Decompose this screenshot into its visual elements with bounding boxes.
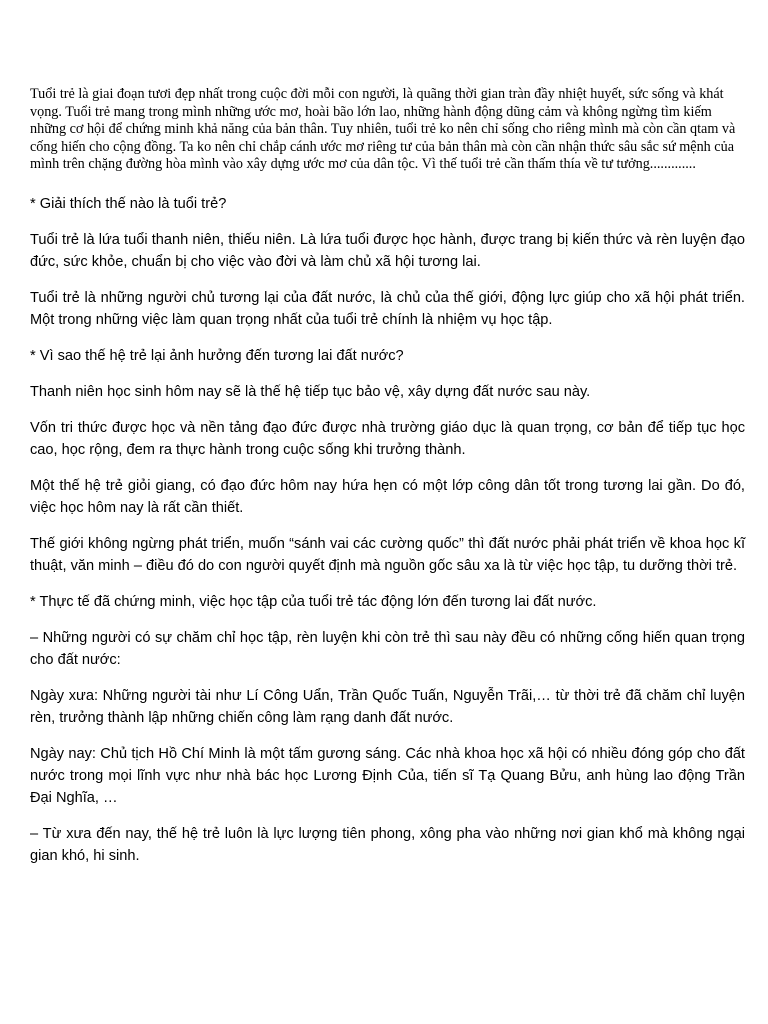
paragraph: Ngày nay: Chủ tịch Hồ Chí Minh là một tấm gương sáng. Các nhà khoa học xã hội có nhiều đóng góp cho đất nước trong mọi lĩnh vực như nhà bác học Lương Định Của, tiến sĩ Tạ Quang Bửu, anh hùng lao động Trần Đại Nghĩa, … <box>30 745 745 806</box>
question-what-is-youth: * Giải thích thế nào là tuổi trẻ? <box>30 195 227 212</box>
paragraph: Thế giới không ngừng phát triển, muốn “sánh vai các cường quốc” thì đất nước phải phát triển về khoa học kĩ thuật, văn minh – điều đó do con người quyết định mà nguồn gốc sâu xa là từ việc học tập, tu dưỡng thời trẻ. <box>30 535 745 574</box>
paragraph: Thanh niên học sinh hôm nay sẽ là thế hệ tiếp tục bảo vệ, xây dựng đất nước sau này. <box>30 383 591 400</box>
question-why-youth-affects-future: * Vì sao thế hệ trẻ lại ảnh hưởng đến tương lai đất nước? <box>30 347 404 364</box>
paragraph: Tuổi trẻ là những người chủ tương lại của đất nước, là chủ của thế giới, động lực giúp cho xã hội phát triển. Một trong những việc làm quan trọng nhất của tuổi trẻ chính là nhiệm vụ học tập. <box>30 289 745 328</box>
paragraph: Một thế hệ trẻ giỏi giang, có đạo đức hôm nay hứa hẹn có một lớp công dân tốt trong tương lai gần. Do đó, việc học hôm nay là rất cần thiết. <box>30 477 745 516</box>
intro-paragraph: Tuổi trẻ là giai đoạn tươi đẹp nhất trong cuộc đời mỗi con người, là quãng thời gian tràn đầy nhiệt huyết, sức sống và khát vọng. Tuổi trẻ mang trong mình những ước mơ, hoài bão lớn lao, những hành động dũng cảm và không ngừng tìm kiếm những cơ hội để chứng minh khả năng của bản thân. Tuy nhiên, tuổi trẻ ko nên chỉ sống cho riêng mình mà còn cần qtam và cống hiến cho cộng đồng. Ta ko nên chỉ chắp cánh ước mơ riêng tư của bản thân mà còn cần nhận thức sâu sắc sứ mệnh của mình trên chặng đường hòa mình vào xây dựng ước mơ của dân tộc. Vì thế tuổi trẻ cần thấm thía về tư tưởng............. <box>30 86 736 172</box>
paragraph: Ngày xưa: Những người tài như Lí Công Uẩn, Trần Quốc Tuấn, Nguyễn Trãi,… từ thời trẻ đã chăm chỉ luyện rèn, trưởng thành lập những chiến công làm rạng danh đất nước. <box>30 687 745 726</box>
document-page <box>30 86 745 881</box>
paragraph: – Những người có sự chăm chỉ học tập, rèn luyện khi còn trẻ thì sau này đều có những cống hiến quan trọng cho đất nước: <box>30 629 745 668</box>
question-proven-in-practice: * Thực tế đã chứng minh, việc học tập của tuổi trẻ tác động lớn đến tương lai đất nước. <box>30 593 597 610</box>
paragraph: Tuổi trẻ là lứa tuổi thanh niên, thiếu niên. Là lứa tuổi được học hành, được trang bị kiến thức và rèn luyện đạo đức, sức khỏe, chuẩn bị cho việc vào đời và làm chủ xã hội tương lai. <box>30 231 745 270</box>
paragraph: – Từ xưa đến nay, thế hệ trẻ luôn là lực lượng tiên phong, xông pha vào những nơi gian khổ mà không ngại gian khó, hi sinh. <box>30 825 745 864</box>
paragraph: Vốn tri thức được học và nền tảng đạo đức được nhà trường giáo dục là quan trọng, cơ bản để tiếp tục học cao, học rộng, đem ra thực hành trong cuộc sống khi trưởng thành. <box>30 419 745 458</box>
